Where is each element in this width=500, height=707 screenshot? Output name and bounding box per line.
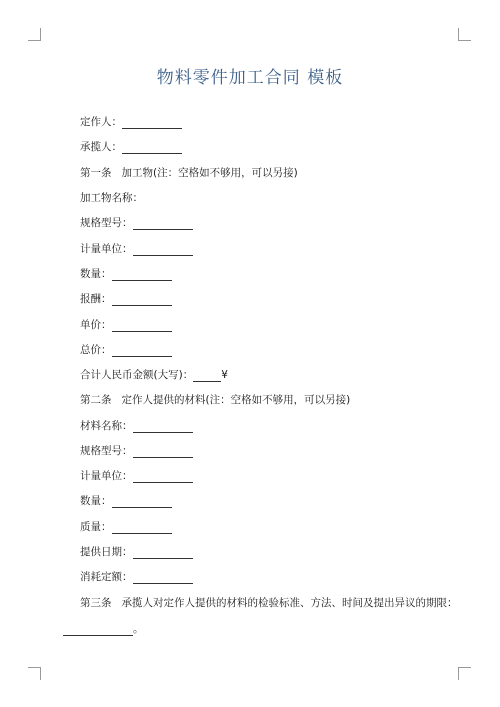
- consumption-line: [80, 570, 193, 584]
- spec1-label: 规格型号：: [80, 217, 133, 229]
- quality-line: [80, 520, 172, 534]
- clause1-text: 加工物(注：空格如不够用，可以另接): [121, 167, 298, 179]
- unit1-label: 计量单位：: [80, 243, 133, 255]
- price-blank[interactable]: [112, 320, 172, 332]
- qty2-label: 数量：: [80, 495, 112, 507]
- crop-mark-top-left: [28, 28, 41, 41]
- clause3-period: 。: [133, 623, 144, 635]
- unit2-blank[interactable]: [133, 471, 193, 483]
- material-name-blank[interactable]: [133, 421, 193, 433]
- spec1-blank[interactable]: [133, 218, 193, 230]
- quality-label: 质量：: [80, 521, 112, 533]
- total-line: [80, 343, 172, 357]
- yen-symbol: ¥: [221, 369, 228, 381]
- pay-blank[interactable]: [112, 294, 172, 306]
- supply-date-line: [80, 545, 193, 559]
- contractor-line: [80, 140, 182, 154]
- total-blank[interactable]: [112, 345, 172, 357]
- spec2-blank[interactable]: [133, 446, 193, 458]
- sum-rmb-label: 合计人民币金额(大写)：: [80, 369, 194, 381]
- qty2-blank[interactable]: [112, 496, 172, 508]
- item-name-line: [80, 191, 143, 205]
- crop-mark-bottom-left: [28, 667, 41, 680]
- qty2-line: [80, 494, 172, 508]
- clause3-heading: [80, 596, 458, 610]
- qty1-blank[interactable]: [112, 269, 172, 281]
- clause3-answer-line: [63, 622, 144, 636]
- spec1-line: [80, 216, 193, 230]
- pay-line: [80, 292, 172, 306]
- spec2-label: 规格型号：: [80, 445, 133, 457]
- supply-date-label: 提供日期：: [80, 546, 133, 558]
- sum-rmb-blank[interactable]: [193, 370, 221, 382]
- contractor-label: 承揽人：: [80, 141, 122, 153]
- contractor-blank[interactable]: [122, 142, 182, 154]
- price-line: [80, 318, 172, 332]
- qty1-label: 数量：: [80, 268, 112, 280]
- document-title: 物料零件加工合同 模板: [156, 68, 344, 88]
- spec2-line: [80, 444, 193, 458]
- item-name-label: 加工物名称：: [80, 192, 143, 204]
- clause2-heading: [80, 393, 350, 407]
- sum-rmb-line: [80, 368, 228, 382]
- clause3-number: 第三条: [80, 597, 112, 609]
- clause3-blank[interactable]: [63, 624, 133, 636]
- material-name-line: [80, 419, 193, 433]
- consumption-blank[interactable]: [133, 572, 193, 584]
- clause1-number: 第一条: [80, 167, 112, 179]
- unit1-line: [80, 242, 193, 256]
- clause2-text: 定作人提供的材料(注：空格如不够用，可以另接): [121, 394, 351, 406]
- material-name-label: 材料名称：: [80, 420, 133, 432]
- maker-label: 定作人：: [80, 116, 122, 128]
- pay-label: 报酬：: [80, 293, 112, 305]
- supply-date-blank[interactable]: [133, 547, 193, 559]
- price-label: 单价：: [80, 319, 112, 331]
- unit2-line: [80, 469, 193, 483]
- qty1-line: [80, 267, 172, 281]
- unit2-label: 计量单位：: [80, 470, 133, 482]
- crop-mark-bottom-right: [458, 667, 471, 680]
- unit1-blank[interactable]: [133, 244, 193, 256]
- maker-blank[interactable]: [122, 117, 182, 129]
- consumption-label: 消耗定额：: [80, 571, 133, 583]
- maker-line: [80, 115, 182, 129]
- crop-mark-top-right: [458, 28, 471, 41]
- total-label: 总价：: [80, 344, 112, 356]
- clause3-text: 承揽人对定作人提供的材料的检验标准、方法、时间及提出异议的期限：: [121, 597, 458, 609]
- clause1-heading: [80, 166, 298, 180]
- quality-blank[interactable]: [112, 522, 172, 534]
- clause2-number: 第二条: [80, 394, 112, 406]
